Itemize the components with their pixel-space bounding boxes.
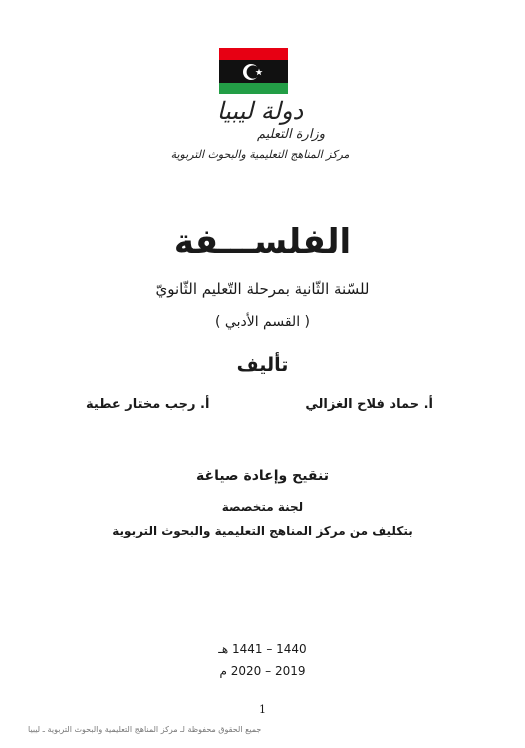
author-2: أ. رجب مختار عطية <box>86 397 210 412</box>
flag-green-band <box>219 83 288 95</box>
flag-black-band <box>219 60 288 83</box>
revision-heading: تنقيح وإعادة صياغة <box>196 468 329 484</box>
book-section: ( القسم الأدبي ) <box>215 314 310 330</box>
assignment-label: بتكليف من مركز المناهج التعليمية والبحوث التربوية <box>112 524 413 538</box>
author-1: أ. حماد فلاح الغزالي <box>305 397 433 412</box>
committee-label: لجنة متخصصة <box>221 500 304 514</box>
copyright-notice: جميع الحقوق محفوظة لـ مركز المناهج التعليمية والبحوث التربوية ـ ليبيا <box>28 725 262 734</box>
flag-red-band <box>219 48 288 60</box>
year-gregorian: 2019 – 2020 م <box>219 664 306 678</box>
libya-flag <box>219 48 288 94</box>
page-number: 1 <box>259 703 266 716</box>
crescent-star-icon <box>241 61 265 83</box>
curriculum-center-name: مركز المناهج التعليمية والبحوث التربوية <box>170 148 350 161</box>
ministry-name: وزارة التعليم <box>256 127 325 142</box>
year-hijri: 1440 – 1441 هـ <box>218 642 307 656</box>
book-subtitle: للسّنة الثّانية بمرحلة التّعليم الثّانويّ <box>155 280 370 298</box>
authorship-heading: تأليف <box>236 354 289 376</box>
state-name: دولة ليبيا <box>216 97 304 125</box>
book-title: الفلســـفة <box>173 222 352 262</box>
